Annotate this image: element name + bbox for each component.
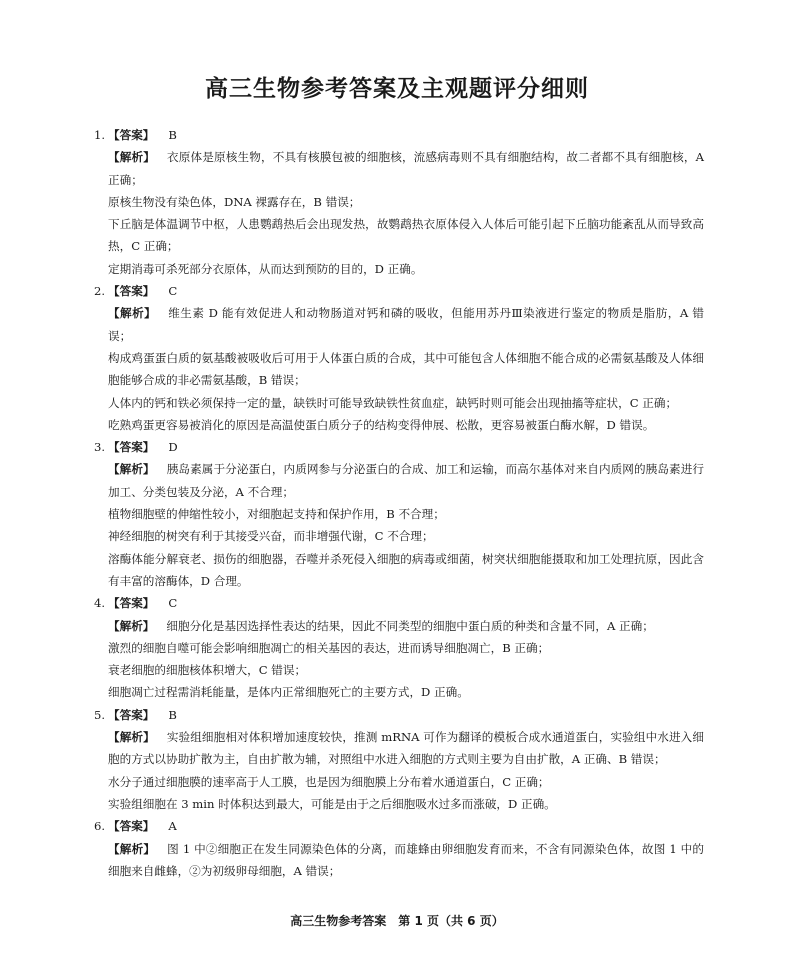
analysis-label: 【解析】 [108, 841, 156, 856]
answer-label: 【答案】 [108, 596, 155, 611]
analysis-text: 构成鸡蛋蛋白质的氨基酸被吸收后可用于人体蛋白质的合成，其中可能包含人体细胞不能合成的必需氨基酸及人体细胞能够合成的非必需氨基酸，B 错误； [108, 350, 704, 388]
analysis-line [94, 191, 704, 213]
analysis-text: 细胞分化是基因选择性表达的结果，因此不同类型的细胞中蛋白质的种类和含量不同，A 正确； [166, 618, 654, 633]
answers-body [94, 124, 704, 882]
question-block [94, 592, 704, 703]
analysis-text: 图 1 中②细胞正在发生同源染色体的分离，而雄蜂由卵细胞发育而来，不含有同源染色体，故图 1 中的细胞来自雌蜂，②为初级卵母细胞，A 错误； [108, 841, 704, 878]
analysis-text: 细胞凋亡过程需消耗能量，是体内正常细胞死亡的主要方式，D 正确。 [108, 685, 469, 700]
question-number: 6. [94, 819, 106, 834]
analysis-line [94, 503, 704, 525]
analysis-text: 实验组细胞在 3 min 时体积达到最大，可能是由于之后细胞吸水过多而涨破，D 正确。 [108, 796, 556, 811]
analysis-line [94, 615, 704, 637]
page-footer: 高三生物参考答案 第 1 页（共 6 页） [290, 914, 504, 928]
answer-label: 【答案】 [108, 128, 155, 142]
analysis-label: 【解析】 [108, 150, 155, 165]
question-block [94, 815, 704, 882]
question-block [94, 124, 704, 280]
analysis-text: 维生素 D 能有效促进人和动物肠道对钙和磷的吸收，但能用苏丹Ⅲ染液进行鉴定的物质是脂肪，A 错误； [108, 306, 704, 343]
analysis-text: 原核生物没有染色体，DNA 裸露存在，B 错误； [108, 194, 361, 209]
question-number: 1. [94, 128, 106, 142]
question-number: 2. [94, 284, 106, 299]
analysis-line [94, 302, 704, 347]
answer-label: 【答案】 [108, 284, 155, 299]
analysis-text: 衰老细胞的细胞核体积增大，C 错误； [108, 663, 307, 678]
question-number: 3. [94, 440, 106, 455]
analysis-label: 【解析】 [108, 306, 157, 321]
analysis-text: 激烈的细胞自噬可能会影响细胞凋亡的相关基因的表达，进而诱导细胞凋亡，B 正确； [108, 640, 550, 655]
analysis-text: 衣原体是原核生物，不具有核膜包被的细胞核，流感病毒则不具有细胞结构，故二者都不具有细胞核，A 正确； [108, 150, 704, 187]
question-header [94, 280, 704, 302]
analysis-text: 胰岛素属于分泌蛋白，内质网参与分泌蛋白的合成、加工和运输，而高尔基体对来自内质网的胰岛素进行加工、分类包装及分泌，A 不合理； [108, 462, 704, 499]
answer-choice: B [168, 707, 177, 722]
question-header [94, 592, 704, 614]
analysis-line [94, 793, 704, 815]
answer-label: 【答案】 [108, 819, 155, 834]
question-header [94, 815, 704, 837]
analysis-text: 定期消毒可杀死部分衣原体，从而达到预防的目的，D 正确。 [108, 261, 423, 276]
analysis-text: 实验组细胞相对体积增加速度较快，推测 mRNA 可作为翻译的模板合成水通道蛋白，实验组中水进入细胞的方式以协助扩散为主，自由扩散为辅，对照组中水进入细胞的方式则主要为自由扩散，A 正确、B 错误； [108, 730, 704, 767]
analysis-text: 溶酶体能分解衰老、损伤的细胞器，吞噬并杀死侵入细胞的病毒或细菌，树突状细胞能摄取和加工处理抗原，因此含有丰富的溶酶体，D 合理。 [108, 551, 704, 588]
analysis-text: 植物细胞壁的伸缩性较小，对细胞起支持和保护作用，B 不合理； [108, 507, 445, 522]
question-block [94, 280, 704, 436]
answer-choice: B [168, 128, 177, 142]
analysis-line [94, 347, 704, 392]
answer-label: 【答案】 [108, 440, 155, 455]
analysis-label: 【解析】 [108, 730, 155, 745]
question-number: 5. [94, 707, 106, 722]
analysis-line [94, 838, 704, 883]
analysis-text: 水分子通过细胞膜的速率高于人工膜，也是因为细胞膜上分布着水通道蛋白，C 正确； [108, 774, 550, 789]
question-block [94, 436, 704, 592]
analysis-text: 下丘脑是体温调节中枢，人患鹦鹉热后会出现发热，故鹦鹉热衣原体侵入人体后可能引起下丘脑功能紊乱从而导致高热，C 正确； [108, 217, 704, 254]
analysis-line [94, 525, 704, 547]
answer-label: 【答案】 [108, 707, 155, 722]
analysis-line [94, 681, 704, 703]
analysis-line [94, 414, 704, 436]
analysis-line [94, 146, 704, 191]
answer-choice: D [168, 440, 178, 455]
question-header [94, 436, 704, 458]
answer-choice: C [168, 596, 178, 611]
question-header [94, 704, 704, 726]
analysis-label: 【解析】 [108, 462, 155, 477]
analysis-label: 【解析】 [108, 618, 155, 633]
answer-choice: C [168, 284, 178, 299]
analysis-line [94, 392, 704, 414]
analysis-line [94, 548, 704, 593]
analysis-line [94, 258, 704, 280]
answer-choice: A [168, 819, 177, 834]
analysis-line [94, 637, 704, 659]
analysis-text: 吃熟鸡蛋更容易被消化的原因是高温使蛋白质分子的结构变得伸展、松散，更容易被蛋白酶水解，D 错误。 [108, 417, 655, 432]
analysis-text: 神经细胞的树突有利于其接受兴奋，而非增强代谢，C 不合理； [108, 529, 434, 544]
question-block [94, 704, 704, 815]
analysis-text: 人体内的钙和铁必须保持一定的量，缺铁时可能导致缺铁性贫血症，缺钙时则可能会出现抽搐等症状，C 正确； [108, 395, 678, 410]
analysis-line [94, 213, 704, 258]
question-number: 4. [94, 596, 106, 611]
page-title: 高三生物参考答案及主观题评分细则 [205, 76, 589, 102]
analysis-line [94, 771, 704, 793]
analysis-line [94, 726, 704, 771]
analysis-line [94, 659, 704, 681]
question-header [94, 124, 704, 146]
analysis-line [94, 458, 704, 503]
